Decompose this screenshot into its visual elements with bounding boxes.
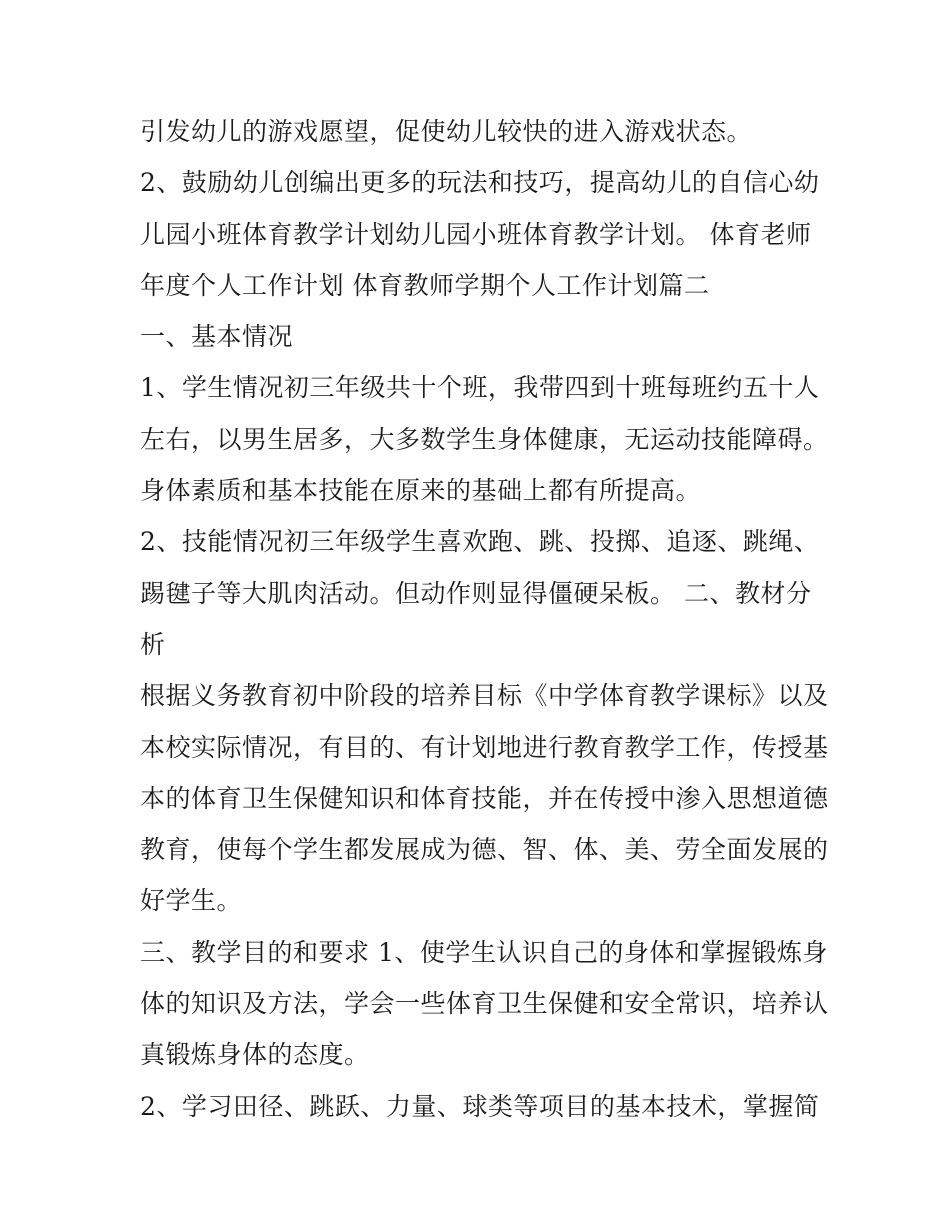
text-line: 2、鼓励幼儿创编出更多的玩法和技巧，提高幼儿的自信心幼 [140,168,820,198]
text-line: 体的知识及方法，学会一些体育卫生保健和安全常识，培养认 [140,989,829,1019]
text-line: 1、学生情况初三年级共十个班，我带四到十班每班约五十人 [140,373,820,403]
text-line: 左右，以男生居多，大多数学生身体健康，无运动技能障碍。 [140,424,829,454]
text-line: 2、技能情况初三年级学生喜欢跑、跳、投掷、追逐、跳绳、 [140,527,820,557]
text-line: 引发幼儿的游戏愿望，促使幼儿较快的进入游戏状态。 [140,117,753,146]
document-body [140,106,829,1132]
text-line: 好学生。 [140,886,243,916]
text-line: 析 [140,629,166,659]
section-heading: 一、基本情况 [140,322,294,352]
text-line: 踢毽子等大肌肉活动。但动作则显得僵硬呆板。 二、教材分 [140,578,812,608]
text-line: 根据义务教育初中阶段的培养目标《中学体育教学课标》以及 [140,681,829,711]
text-line: 2、学习田径、跳跃、力量、球类等项目的基本技术，掌握简 [140,1091,820,1121]
text-line: 年度个人工作计划 体育教师学期个人工作计划篇二 [140,270,710,300]
text-line: 本校实际情况，有目的、有计划地进行教育教学工作，传授基 [140,732,829,762]
text-line: 真锻炼身体的态度。 [140,1040,370,1070]
text-line: 三、教学目的和要求 1、使学生认识自己的身体和掌握锻炼身 [140,937,828,967]
text-line: 儿园小班体育教学计划幼儿园小班体育教学计划。 体育老师 [140,219,812,249]
text-line: 本的体育卫生保健知识和体育技能，并在传授中渗入思想道德 [140,783,829,813]
text-line: 身体素质和基本技能在原来的基础上都有所提高。 [140,476,702,506]
text-line: 教育，使每个学生都发展成为德、智、体、美、劳全面发展的 [140,835,829,865]
